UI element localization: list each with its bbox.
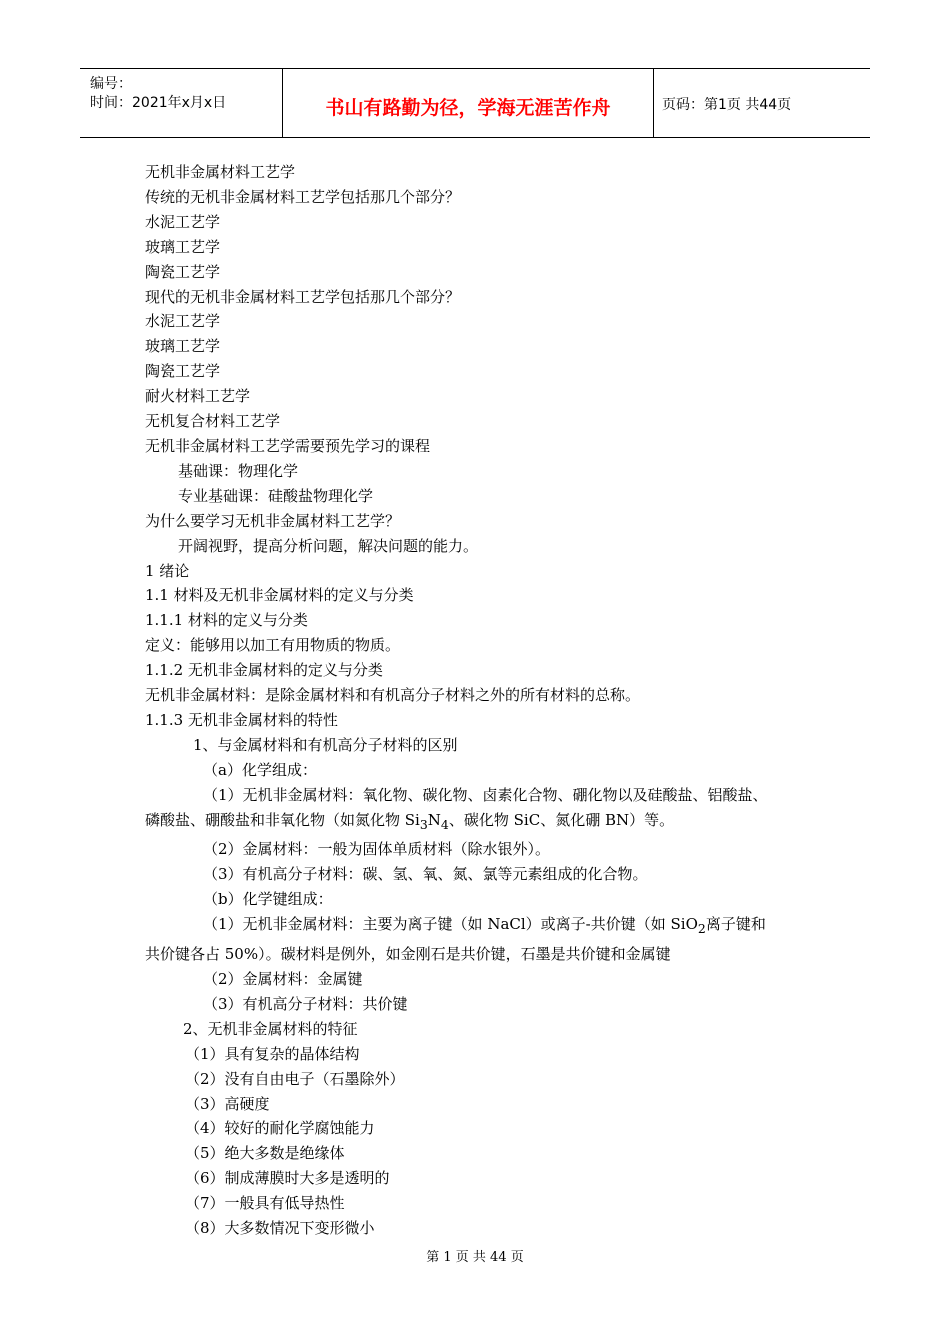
text-line: 陶瓷工艺学 (145, 262, 221, 281)
text-line: （a）化学组成： (203, 760, 317, 779)
text-line (145, 912, 835, 942)
document-body (145, 160, 835, 1241)
list-item: （6）制成薄膜时大多是透明的 (185, 1169, 390, 1188)
header-motto: 书山有路勤为径，学海无涯苦作舟 (325, 97, 611, 119)
list-item: （4）较好的耐化学腐蚀能力 (185, 1119, 375, 1138)
text-line: （3）有机高分子材料：碳、氢、氧、氮、氯等元素组成的化合物。 (203, 865, 648, 884)
list-item: （8）大多数情况下变形微小 (185, 1219, 375, 1238)
text-line: 1、与金属材料和有机高分子材料的区别 (193, 735, 458, 754)
text-line: 开阔视野，提高分析问题，解决问题的能力。 (178, 536, 479, 555)
text-line: 现代的无机非金属材料工艺学包括那几个部分？ (145, 287, 461, 306)
text-line: 陶瓷工艺学 (145, 362, 221, 381)
text-fragment: 磷酸盐、硼酸盐和非氧化物（如氮化物 Si (145, 810, 420, 829)
text-fragment: 、碳化物 SiC、氮化硼 BN）等。 (448, 810, 675, 829)
text-line: 无机非金属材料工艺学 (145, 163, 296, 181)
text-line: 耐火材料工艺学 (145, 387, 251, 406)
list-item: （5）绝大多数是绝缘体 (185, 1144, 345, 1163)
text-line: （1）无机非金属材料：氧化物、碳化物、卤素化合物、硼化物以及硅酸盐、铝酸盐、 (203, 785, 768, 804)
text-line: 2、无机非金属材料的特征 (183, 1019, 358, 1038)
text-line: 水泥工艺学 (145, 212, 221, 231)
text-line: （3）有机高分子材料：共价键 (203, 994, 408, 1013)
text-line: 无机复合材料工艺学 (145, 412, 281, 431)
list-item: （3）高硬度 (185, 1094, 270, 1113)
subscript: 4 (440, 816, 449, 832)
section-heading: 1.1.3 无机非金属材料的特性 (145, 710, 338, 729)
list-item: （2）没有自由电子（石墨除外） (185, 1069, 405, 1088)
subscript: 2 (697, 921, 706, 937)
header-left-cell (80, 69, 283, 137)
text-line: （b）化学键组成： (203, 890, 333, 909)
text-fragment: （1）无机非金属材料：主要为离子键（如 NaCl）或离子-共价键（如 SiO (203, 915, 698, 934)
header-right-cell (654, 69, 870, 137)
doc-time-label: 时间：2021年x月x日 (90, 95, 227, 111)
text-line: 基础课：物理化学 (178, 461, 299, 480)
text-line: （2）金属材料：金属键 (203, 970, 363, 988)
text-line: 无机非金属材料工艺学需要预先学习的课程 (145, 436, 431, 455)
text-line: 玻璃工艺学 (145, 237, 221, 256)
list-item: （1）具有复杂的晶体结构 (185, 1044, 360, 1063)
header-page-info: 页码：第1页 共44页 (662, 97, 792, 113)
text-line: 传统的无机非金属材料工艺学包括那几个部分？ (145, 187, 461, 206)
section-heading: 1 绪论 (145, 561, 190, 580)
section-heading: 1.1.1 材料的定义与分类 (145, 611, 308, 630)
section-heading: 1.1 材料及无机非金属材料的定义与分类 (145, 586, 414, 605)
header-middle-cell (283, 69, 654, 137)
text-line: 定义：能够用以加工有用物质的物质。 (145, 636, 401, 655)
text-line: 水泥工艺学 (145, 312, 221, 331)
subscript: 3 (419, 816, 428, 832)
text-line: （2）金属材料：一般为固体单质材料（除水银外）。 (203, 840, 551, 859)
list-item: （7）一般具有低导热性 (185, 1194, 345, 1213)
text-fragment: 离子键和 (705, 915, 766, 934)
page-footer: 第 1 页 共 44 页 (426, 1250, 524, 1265)
text-line (145, 808, 835, 838)
text-line: 专业基础课：硅酸盐物理化学 (178, 486, 374, 505)
doc-number-label: 编号： (90, 76, 132, 92)
text-line: 无机非金属材料：是除金属材料和有机高分子材料之外的所有材料的总称。 (145, 686, 641, 705)
section-heading: 1.1.2 无机非金属材料的定义与分类 (145, 661, 383, 680)
text-line: 为什么要学习无机非金属材料工艺学？ (145, 511, 401, 530)
text-line: 玻璃工艺学 (145, 337, 221, 356)
text-fragment: N (427, 810, 441, 829)
page-header (80, 68, 870, 138)
text-line: 共价键各占 50%）。碳材料是例外，如金刚石是共价键，石墨是共价键和金属键 (145, 945, 671, 964)
